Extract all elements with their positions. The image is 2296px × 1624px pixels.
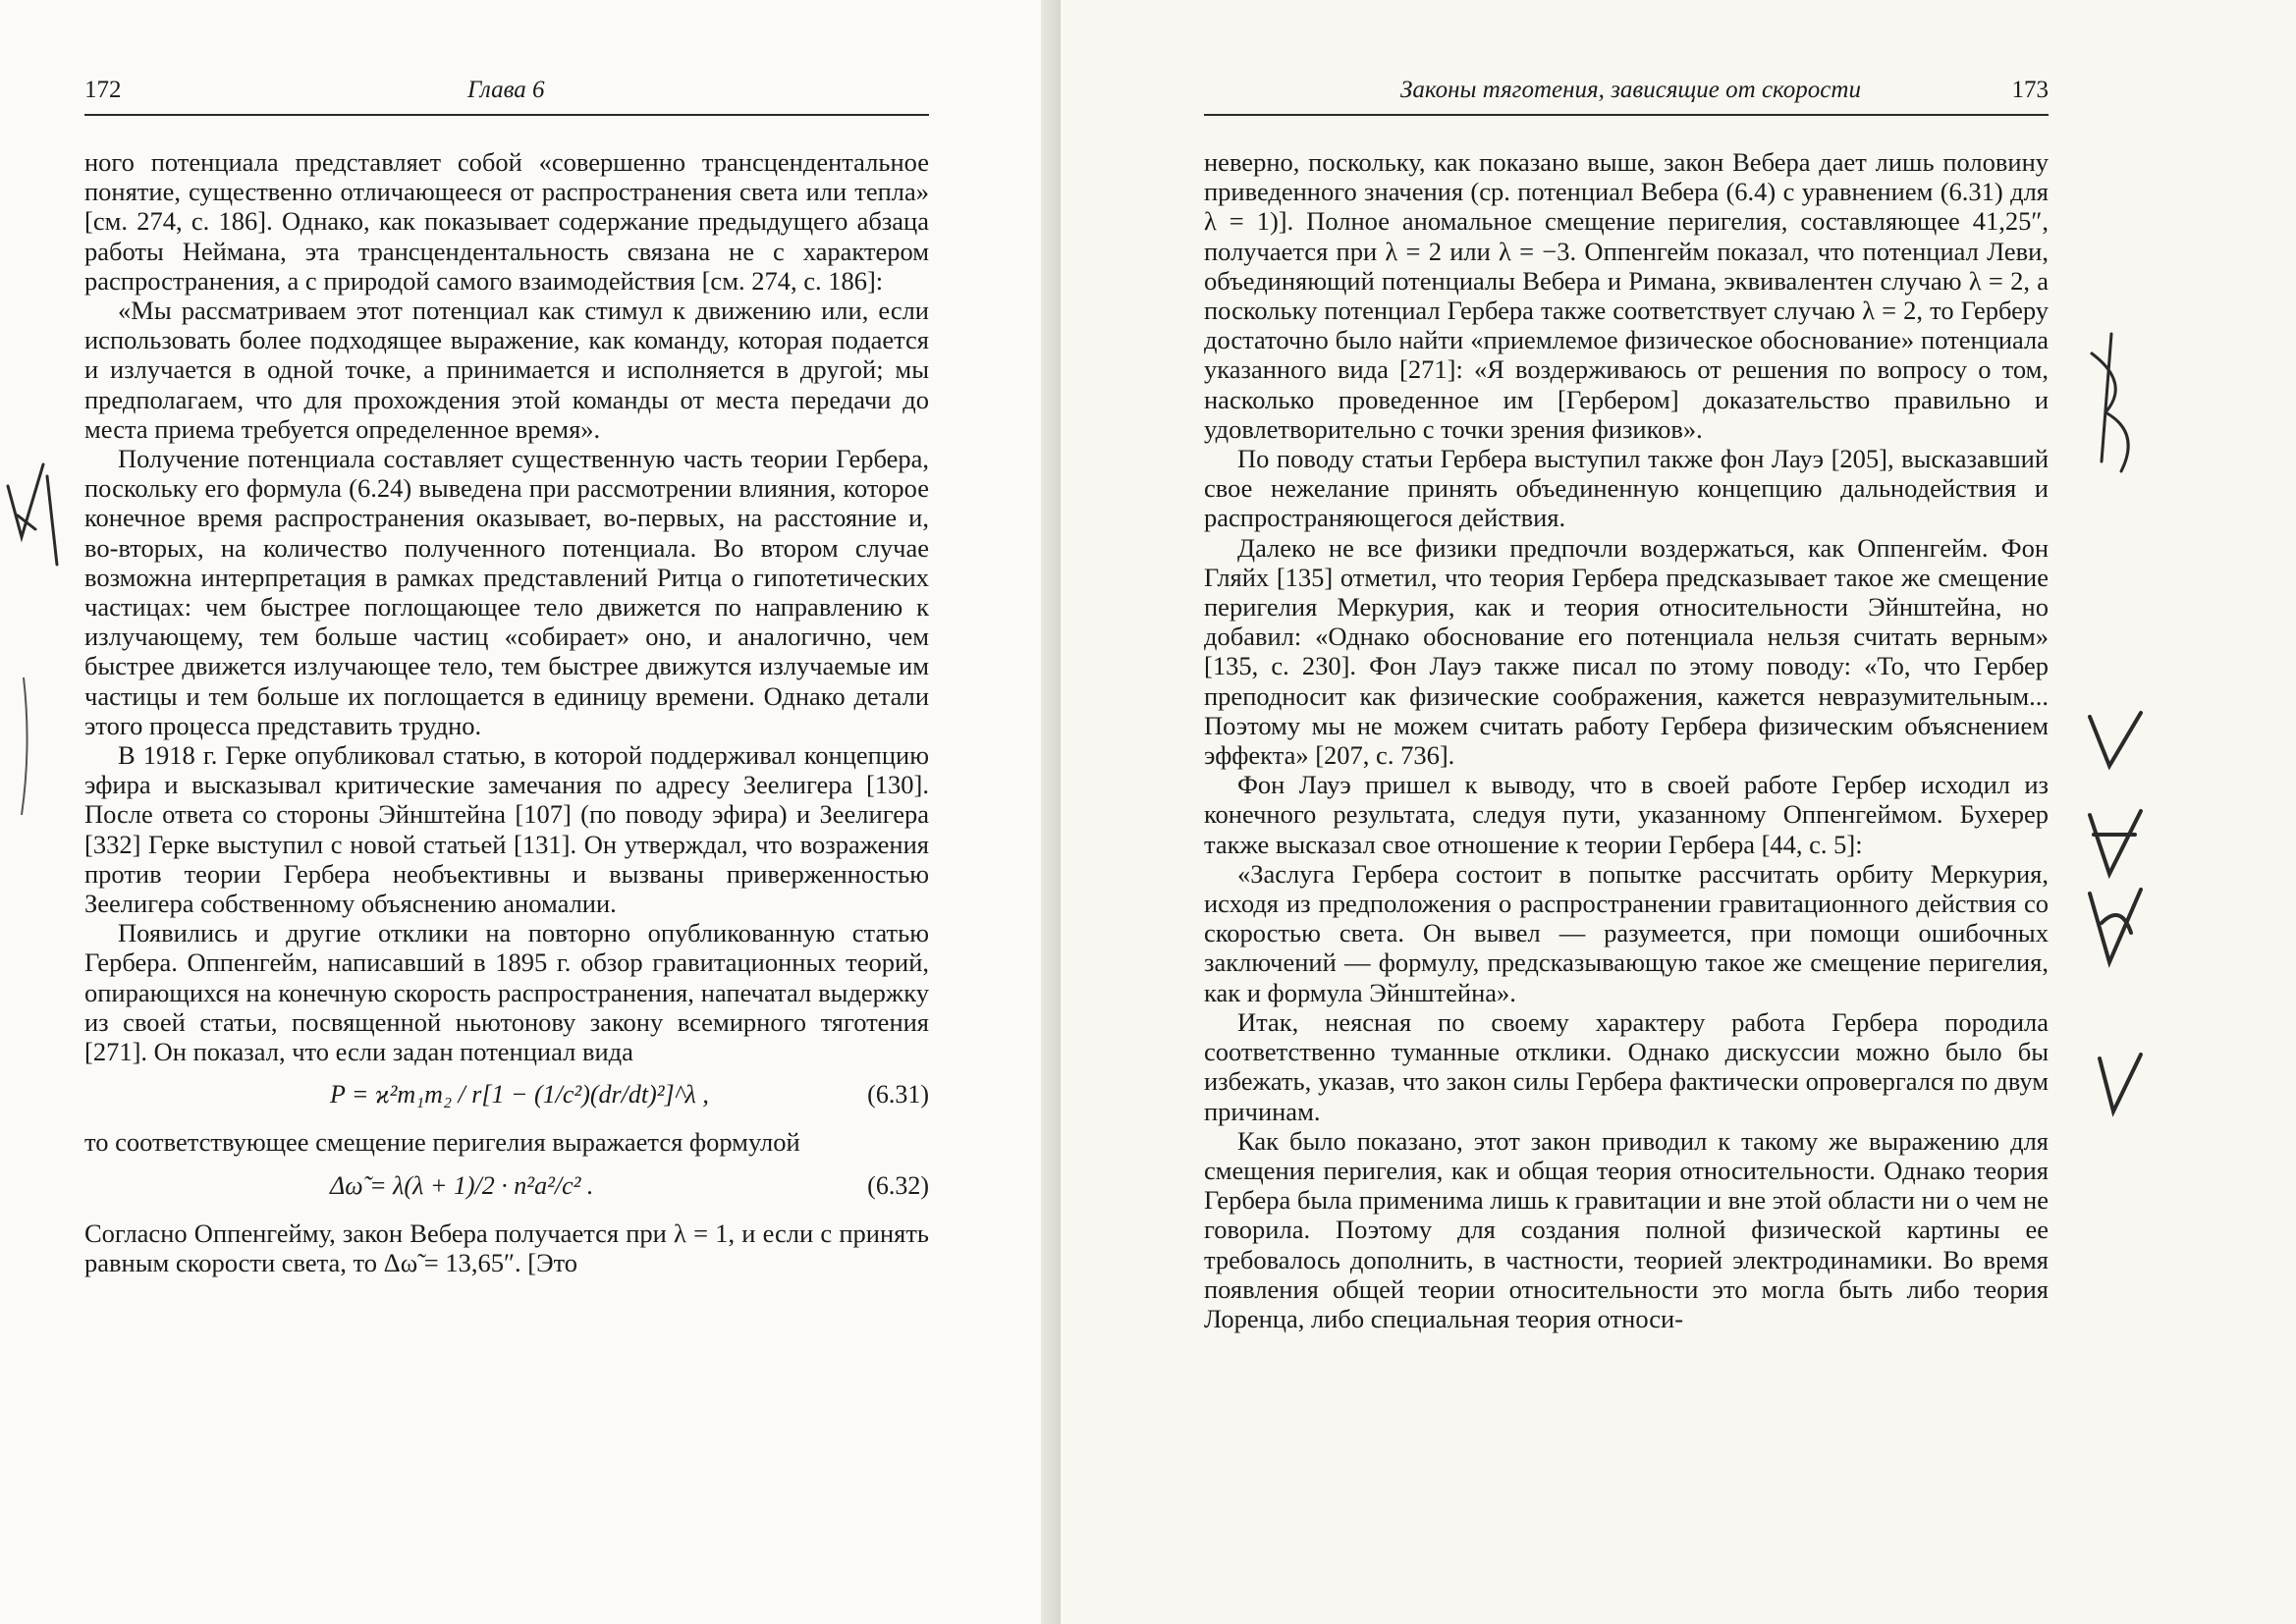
paragraph: Итак, неясная по своему характеру работа Гербера породила соответственно туманные отклики. Однако дискуссии можно было бы избежать, указав, что закон силы Гербера фактически опровергался по двум причинам. bbox=[1204, 1006, 2049, 1126]
paragraph: Получение потенциала составляет существенную часть теории Гербера, поскольку его формула (6.24) выведена при рассмотрении влияния, которое конечное время распространения оказывает, во-первых, на расстояние и, во-вторых, на количество полученного потенциала. Во втором случае возможна интерпретация в рамках представлений Ритца о гипотетических частицах: чем быстрее поглощающее тело движется по направлению к излучающему, тем больше частиц «собирает» оно, и аналогично, чем быстрее движется излучающее тело, тем быстрее движутся излучаемые им частицы и тем больше их поглощается в единицу времени. Однако детали этого процесса представить трудно. bbox=[84, 444, 929, 740]
paragraph: Далеко не все физики предпочли воздержаться, как Оппенгейм. Фон Гляйх [135] отметил, что теория Гербера предсказывает такое же смещение перигелия Меркурия, как и теория относительности Эйнштейна, но добавил: «Однако обоснование его потенциала нельзя считать верным» [135, с. 230]. Фон Лауэ также писал по этому поводу: «То, что Гербер преподносит как физические соображения, кажется невразумительным... Поэтому мы не можем считать работу Гербера физическим объяснением эффекта» [207, с. 736]. bbox=[1204, 532, 2049, 771]
formula-expression: P = ϰ²m₁m₂ / r[1 − (1/c²)(dr/dt)²]^λ , bbox=[330, 1080, 709, 1110]
paragraph: Фон Лауэ пришел к выводу, что в своей работе Гербер исходил из конечного результата, следуя пути, указанному Оппенгеймом. Бухерер также высказал свое отношение к теории Гербера [44, с. 5]: bbox=[1204, 770, 2049, 859]
right-page-body bbox=[1204, 147, 2049, 1333]
header-rule bbox=[1204, 114, 2049, 116]
left-page bbox=[0, 0, 1061, 1624]
paragraph: неверно, поскольку, как показано выше, закон Вебера дает лишь половину приведенного значения (ср. потенциал Вебера (6.4) с уравнением (6.31) для λ = 1)]. Полное аномальное смещение перигелия, составляющее 41,25″, получается при λ = 2 или λ = −3. Оппенгейм показал, что потенциал Леви, объединяющий потенциалы Вебера и Римана, эквивалентен случаю λ = 2, а поскольку потенциал Гербера также соответствует случаю λ = 2, то Герберу достаточно было найти «приемлемое физическое обоснование» потенциала указанного вида [271]: «Я воздерживаюсь от решения по вопросу о том, насколько проведенное им [Гербером] доказательство правильно и удовлетворительно с точки зрения физиков». bbox=[1204, 147, 2049, 444]
paragraph: Согласно Оппенгейму, закон Вебера получается при λ = 1, и если c принять равным скорости света, то Δω̃ = 13,65″. [Это bbox=[84, 1218, 929, 1277]
left-page-header bbox=[84, 77, 929, 116]
handwritten-margin-line bbox=[10, 668, 49, 825]
page-number: 172 bbox=[84, 77, 122, 103]
right-page-header bbox=[1204, 77, 2049, 116]
formula-expression: Δω̃ = λ(λ + 1)/2 · n²a²/c² . bbox=[330, 1170, 594, 1200]
quote-paragraph: «Мы рассматриваем этот потенциал как стимул к движению или, если использовать более подходящее выражение, как команду, которая подается и излучается в одной точке, а принимается и исполняется в другой; мы предполагаем, что для прохождения этой команды от места передачи до места приема требуется определенное время». bbox=[84, 296, 929, 444]
paragraph: Как было показано, этот закон приводил к такому же выражению для смещения перигелия, как и общая теория относительности. Однако теория Гербера была применима лишь к гравитации и вне этой области ни о чем не говорила. Поэтому для создания полной физической картины ее требовалось дополнить, в частности, теорией электродинамики. Во время появления общей теории относительности это могла быть либо теория Лоренца, либо специальная теория относи- bbox=[1204, 1125, 2049, 1333]
paragraph: то соответствующее смещение перигелия выражается формулой bbox=[84, 1127, 800, 1158]
handwritten-checkmark bbox=[2082, 707, 2151, 776]
handwritten-checkmark bbox=[2092, 1051, 2151, 1119]
handwritten-checkmark bbox=[2082, 805, 2151, 884]
paragraph: Появились и другие отклики на повторно опубликованную статью Гербера. Оппенгейм, написавший в 1895 г. обзор гравитационных теорий, опирающихся на конечную скорость распространения, напечатал выдержку из своей статьи, посвященной ньютонову закону всемирного тяготения [271]. Он показал, что если задан потенциал вида bbox=[84, 918, 929, 1067]
right-page bbox=[1061, 0, 2296, 1624]
paragraph: ного потенциала представляет собой «совершенно трансцендентальное понятие, существенно отличающееся от распространения света или тепла» [см. 274, с. 186]. Однако, как показывает содержание предыдущего абзаца работы Неймана, эта трансцендентальность связана не с характером распространения, а с природой самого взаимодействия [см. 274, с. 186]: bbox=[84, 147, 929, 296]
left-page-body bbox=[84, 147, 929, 1277]
formula-6-32 bbox=[84, 1158, 929, 1218]
formula-number: (6.31) bbox=[867, 1080, 929, 1110]
running-title: Законы тяготения, зависящие от скорости bbox=[1400, 77, 1861, 103]
paragraph: В 1918 г. Герке опубликовал статью, в которой поддерживал концепцию эфира и высказывал критические замечания по адресу Зеелигера [130]. После ответа со стороны Эйнштейна [107] (по поводу эфира) и Зеелигера [332] Герке выступил с новой статьей [131]. Он утверждал, что возражения против теории Гербера необъективны и вызваны приверженностью Зеелигера собственному объяснению аномалии. bbox=[84, 740, 929, 919]
handwritten-checkmark bbox=[0, 447, 79, 574]
formula-number: (6.32) bbox=[867, 1170, 929, 1200]
header-rule bbox=[84, 114, 929, 116]
quote-paragraph: «Заслуга Гербера состоит в попытке рассчитать орбиту Меркурия, исходя из предположения о распространении гравитационного действия со скоростью света. Он вывел — разумеется, при помощи ошибочных заключений — формулу, предсказывающую такое же смещение перигелия, как и формула Эйнштейна». bbox=[1204, 858, 2049, 1007]
handwritten-checkmark bbox=[2082, 884, 2151, 972]
formula-6-31 bbox=[84, 1066, 929, 1127]
paragraph: По поводу статьи Гербера выступил также фон Лауэ [205], высказавший свое нежелание принять объединенную концепцию дальнодействия и распространяющегося действия. bbox=[1204, 444, 2049, 533]
page-number: 173 bbox=[2011, 77, 2049, 103]
running-title: Глава 6 bbox=[467, 77, 545, 103]
handwritten-annotation bbox=[2072, 324, 2160, 481]
